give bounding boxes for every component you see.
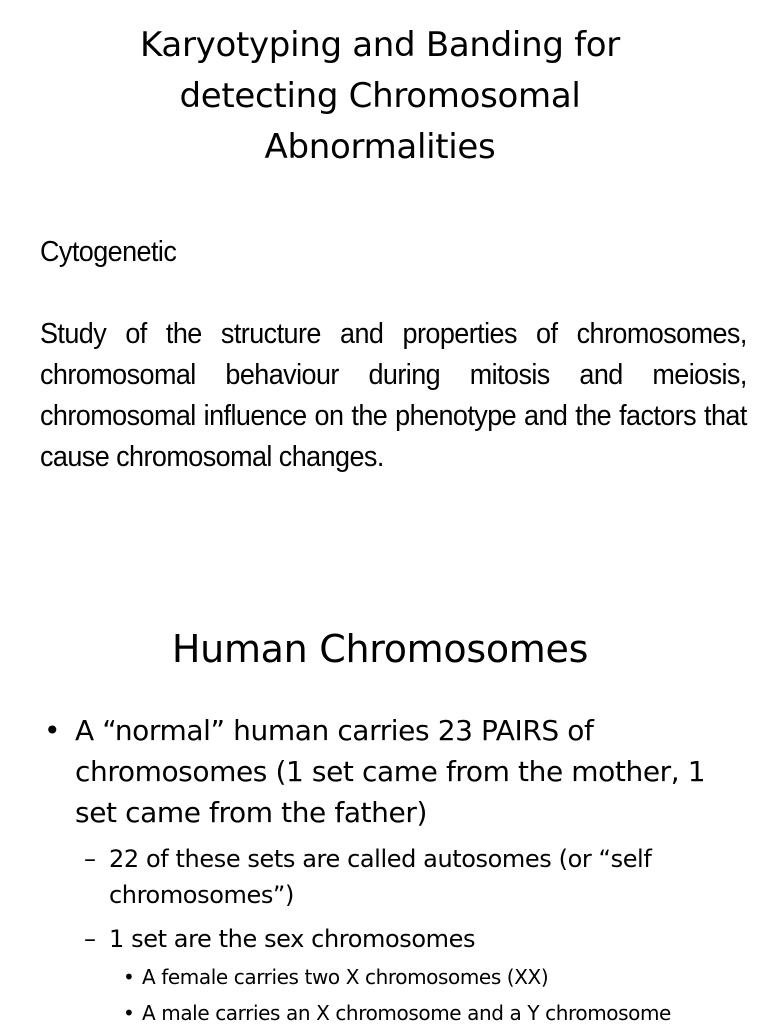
bullet-text: 22 of these sets are called autosomes (or “self chromosomes”) xyxy=(109,845,652,909)
bullet-marker: • xyxy=(123,965,135,989)
slide-title: Human Chromosomes xyxy=(171,627,589,671)
bullet-list xyxy=(0,710,768,1024)
bullet-text: A male carries an X chromosome and a Y chromosome xyxy=(142,1001,671,1024)
sub-bullet-item xyxy=(84,841,729,913)
bullet-text: 1 set are the sex chromosomes xyxy=(109,925,476,953)
section-label: Cytogenetic xyxy=(40,236,177,268)
definition-paragraph: Study of the structure and properties of chromosomes, chromosomal behaviour during mitosis and meiosis, chromosomal influence on the phenotype and the factors that cause chromosomal changes. xyxy=(40,318,747,473)
dash-marker: – xyxy=(84,925,96,953)
bullet-marker: • xyxy=(123,1001,135,1024)
sub-bullet-item xyxy=(84,921,729,957)
nested-bullet-item xyxy=(123,961,742,993)
bullet-marker: • xyxy=(44,714,61,747)
dash-marker: – xyxy=(84,845,96,873)
bullet-item xyxy=(44,710,735,833)
bullet-text: A “normal” human carries 23 PAIRS of chromosomes (1 set came from the mother, 1 set came from the father) xyxy=(75,714,706,829)
nested-bullet-item xyxy=(123,997,742,1024)
slide-human-chromosomes xyxy=(0,560,768,1024)
bullet-text: A female carries two X chromosomes (XX) xyxy=(142,965,549,989)
slide-title: Karyotyping and Banding for detecting Chromosomal Abnormalities xyxy=(140,25,620,167)
